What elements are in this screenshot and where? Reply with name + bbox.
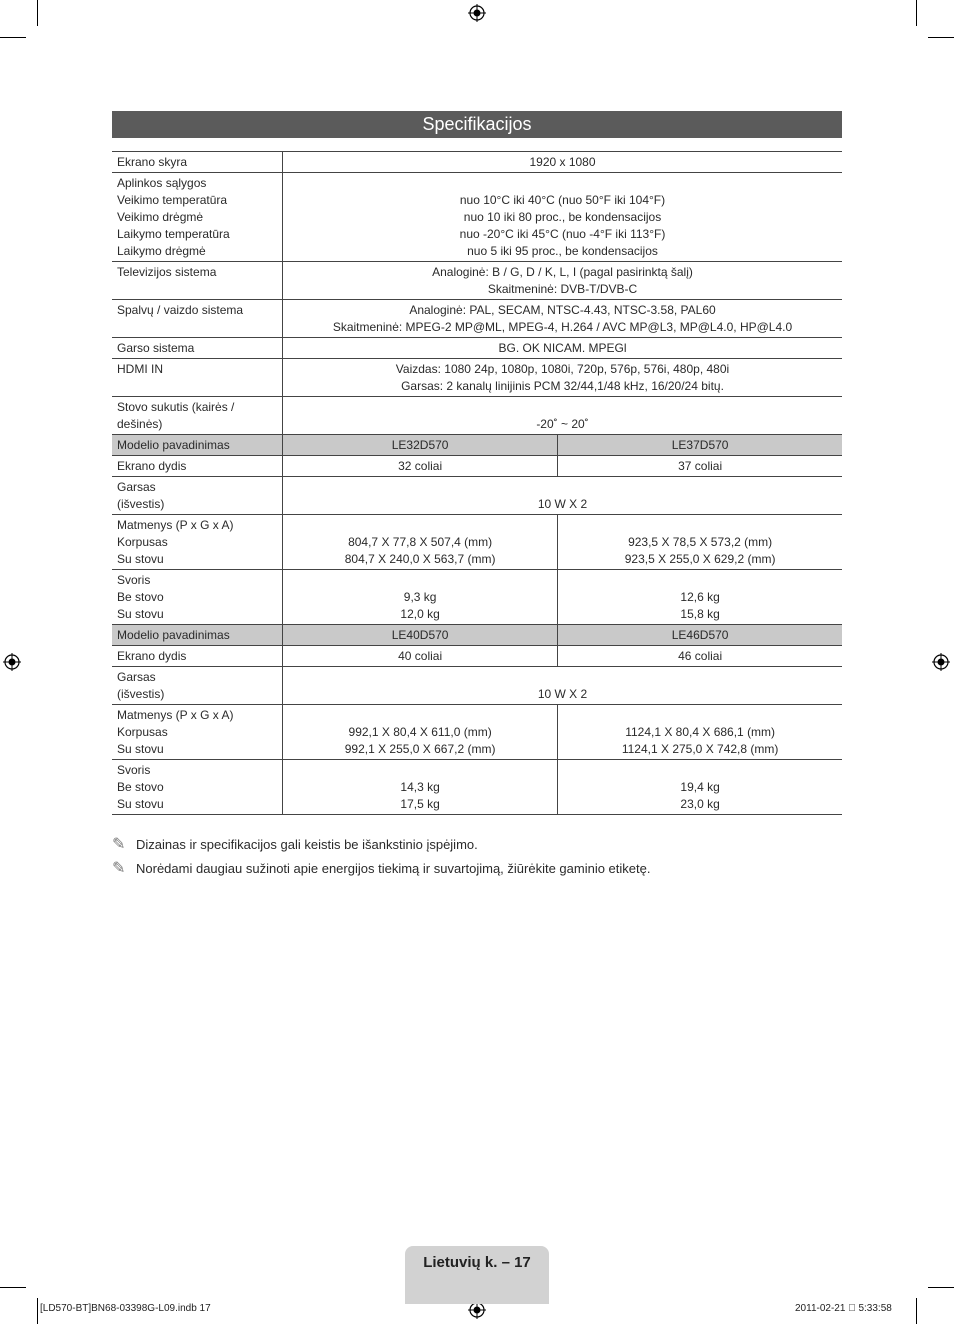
row-value (283, 570, 558, 625)
row-value (283, 300, 843, 338)
page-number: Lietuvių k. – 17 (423, 1254, 531, 1271)
row-label (112, 515, 283, 570)
cell-line: Televizijos sistema (117, 265, 217, 279)
row-value (283, 397, 843, 435)
table-row (112, 397, 842, 435)
row-value (558, 570, 842, 625)
table-row (112, 667, 842, 705)
row-label (112, 397, 283, 435)
footer-timestamp: 2011-02-21 ￿ 5:33:58 (795, 1303, 892, 1314)
row-value (283, 152, 843, 173)
cell-line: Be stovo (117, 780, 164, 794)
row-value (283, 667, 843, 705)
table-row (112, 152, 842, 173)
row-label (112, 667, 283, 705)
cell-line: Veikimo drėgmė (117, 210, 204, 224)
row-value (283, 515, 558, 570)
row-label (112, 477, 283, 515)
table-row (112, 705, 842, 760)
row-value (558, 456, 842, 477)
cell-line: BG. OK NICAM. MPEGl (498, 341, 627, 355)
cell-line: Laikymo drėgmė (117, 244, 206, 258)
section-title: Specifikacijos (112, 111, 842, 138)
row-label (112, 262, 283, 300)
cell-line: 40 coliai (398, 649, 443, 663)
note-text: Norėdami daugiau sužinoti apie energijos tiekimą ir suvartojimą, žiūrėkite gaminio etiketę. (136, 860, 651, 876)
cell-line: 923,5 X 255,0 X 629,2 (mm) (624, 552, 776, 566)
table-row (112, 262, 842, 300)
cell-line: Spalvų / vaizdo sistema (117, 303, 244, 317)
row-value (283, 456, 558, 477)
pencil-note-icon: ✎ (112, 836, 126, 853)
cell-line: Korpusas (117, 535, 168, 549)
cell-line: dešinės) (117, 417, 163, 431)
cell-line: 14,3 kg (400, 780, 440, 794)
cell-line: nuo 5 iki 95 proc., be kondensacijos (467, 244, 658, 258)
pencil-note-icon: ✎ (112, 860, 126, 877)
row-label (112, 300, 283, 338)
cell-line: 804,7 X 240,0 X 563,7 (mm) (344, 552, 496, 566)
cell-line: 46 coliai (678, 649, 723, 663)
row-value (558, 760, 842, 815)
cell-line: Ekrano dydis (117, 649, 187, 663)
cell-line: Stovo sukutis (kairės / (117, 400, 235, 414)
row-label (112, 760, 283, 815)
cell-line: Be stovo (117, 590, 164, 604)
cell-line: Matmenys (P x G x A) (117, 708, 234, 722)
row-value (283, 760, 558, 815)
cell-line: 923,5 X 78,5 X 573,2 (mm) (628, 535, 773, 549)
crop-mark (37, 0, 38, 26)
cell-line: Veikimo temperatūra (117, 193, 228, 207)
note-text: Dizainas ir specifikacijos gali keistis be išankstinio įspėjimo. (136, 836, 478, 852)
model-name: LE37D570 (558, 435, 842, 456)
cell-line: Aplinkos sąlygos (117, 176, 207, 190)
cell-line: nuo 10°C iki 40°C (nuo 50°F iki 104°F) (459, 193, 666, 207)
cell-line: Korpusas (117, 725, 168, 739)
cell-line: Ekrano skyra (117, 155, 188, 169)
cell-line: 12,6 kg (680, 590, 720, 604)
cell-line: Laikymo temperatūra (117, 227, 230, 241)
cell-line: 1124,1 X 275,0 X 742,8 (mm) (621, 742, 779, 756)
cell-line: 23,0 kg (680, 797, 720, 811)
row-label (112, 646, 283, 667)
cell-line: (išvestis) (117, 687, 165, 701)
row-value (283, 338, 843, 359)
table-row (112, 570, 842, 625)
cell-line: 12,0 kg (400, 607, 440, 621)
cell-line: Su stovu (117, 797, 164, 811)
cell-line: 15,8 kg (680, 607, 720, 621)
cell-line: Svoris (117, 573, 151, 587)
row-value (283, 262, 843, 300)
row-label (112, 456, 283, 477)
row-value (283, 705, 558, 760)
table-row (112, 359, 842, 397)
row-value (283, 359, 843, 397)
crop-mark (928, 1287, 954, 1288)
cell-line: Garsas: 2 kanalų linijinis PCM 32/44,1/48 kHz, 16/20/24 bitų. (401, 379, 724, 393)
row-label (112, 359, 283, 397)
cell-line: (išvestis) (117, 497, 165, 511)
crop-mark (0, 1287, 26, 1288)
note-item (112, 832, 650, 856)
cell-line: 10 W X 2 (537, 687, 588, 701)
cell-line: 9,3 kg (403, 590, 437, 604)
row-value (558, 515, 842, 570)
model-header-row (112, 435, 842, 456)
cell-line: 17,5 kg (400, 797, 440, 811)
cell-line: Su stovu (117, 552, 164, 566)
cell-line: 1920 x 1080 (529, 155, 596, 169)
cell-line: Su stovu (117, 742, 164, 756)
crop-mark (928, 37, 954, 38)
cell-line: Vaizdas: 1080 24p, 1080p, 1080i, 720p, 576p, 576i, 480p, 480i (395, 362, 730, 376)
cell-line: 992,1 X 80,4 X 611,0 (mm) (348, 725, 492, 739)
cell-line: Garsas (117, 480, 156, 494)
cell-line: Garsas (117, 670, 156, 684)
cell-line: HDMI IN (117, 362, 163, 376)
cell-line: 32 coliai (398, 459, 443, 473)
cell-line: Svoris (117, 763, 151, 777)
model-name: LE32D570 (283, 435, 558, 456)
cell-line: nuo 10 iki 80 proc., be kondensacijos (463, 210, 662, 224)
cell-line: Garso sistema (117, 341, 195, 355)
cell-line: 804,7 X 77,8 X 507,4 (mm) (348, 535, 493, 549)
row-value (558, 705, 842, 760)
model-label: Modelio pavadinimas (112, 625, 283, 646)
cell-line: 1124,1 X 80,4 X 686,1 (mm) (625, 725, 776, 739)
model-name: LE40D570 (283, 625, 558, 646)
crop-mark (916, 0, 917, 26)
cell-line: Matmenys (P x G x A) (117, 518, 234, 532)
model-label: Modelio pavadinimas (112, 435, 283, 456)
table-row (112, 477, 842, 515)
row-label (112, 705, 283, 760)
registration-mark-icon (468, 4, 486, 22)
table-row (112, 173, 842, 262)
table-row (112, 338, 842, 359)
note-item (112, 856, 650, 880)
table-row (112, 300, 842, 338)
registration-mark-icon (932, 653, 950, 671)
cell-line: Ekrano dydis (117, 459, 187, 473)
model-name: LE46D570 (558, 625, 842, 646)
row-value (283, 173, 843, 262)
table-row (112, 515, 842, 570)
row-label (112, 338, 283, 359)
table-row (112, 760, 842, 815)
spec-table (112, 151, 842, 815)
page-number-tab (405, 1246, 549, 1304)
cell-line: Su stovu (117, 607, 164, 621)
cell-line: Skaitmeninė: DVB-T/DVB-C (487, 282, 638, 296)
cell-line: 37 coliai (678, 459, 723, 473)
table-row (112, 646, 842, 667)
cell-line: Skaitmeninė: MPEG-2 MP@ML, MPEG-4, H.264 / AVC MP@L3, MP@L4.0, HP@L4.0 (332, 320, 793, 334)
row-value (283, 477, 843, 515)
model-header-row (112, 625, 842, 646)
footer-filename: [LD570-BT]BN68-03398G-L09.indb 17 (40, 1303, 211, 1314)
crop-mark (916, 1298, 917, 1324)
row-value (558, 646, 842, 667)
cell-line: Analoginė: B / G, D / K, L, I (pagal pasirinktą šalį) (432, 265, 693, 279)
cell-line: -20˚ ~ 20˚ (536, 417, 589, 431)
table-row (112, 456, 842, 477)
cell-line: 19,4 kg (680, 780, 720, 794)
cell-line: 992,1 X 255,0 X 667,2 (mm) (344, 742, 496, 756)
row-label (112, 152, 283, 173)
cell-line: 10 W X 2 (537, 497, 588, 511)
cell-line: nuo -20°C iki 45°C (nuo -4°F iki 113°F) (459, 227, 666, 241)
row-value (283, 646, 558, 667)
row-label (112, 570, 283, 625)
row-label (112, 173, 283, 262)
crop-mark (37, 1298, 38, 1324)
crop-mark (0, 37, 26, 38)
notes (112, 832, 650, 880)
cell-line: Analoginė: PAL, SECAM, NTSC-4.43, NTSC-3.58, PAL60 (409, 303, 716, 317)
registration-mark-icon (3, 653, 21, 671)
